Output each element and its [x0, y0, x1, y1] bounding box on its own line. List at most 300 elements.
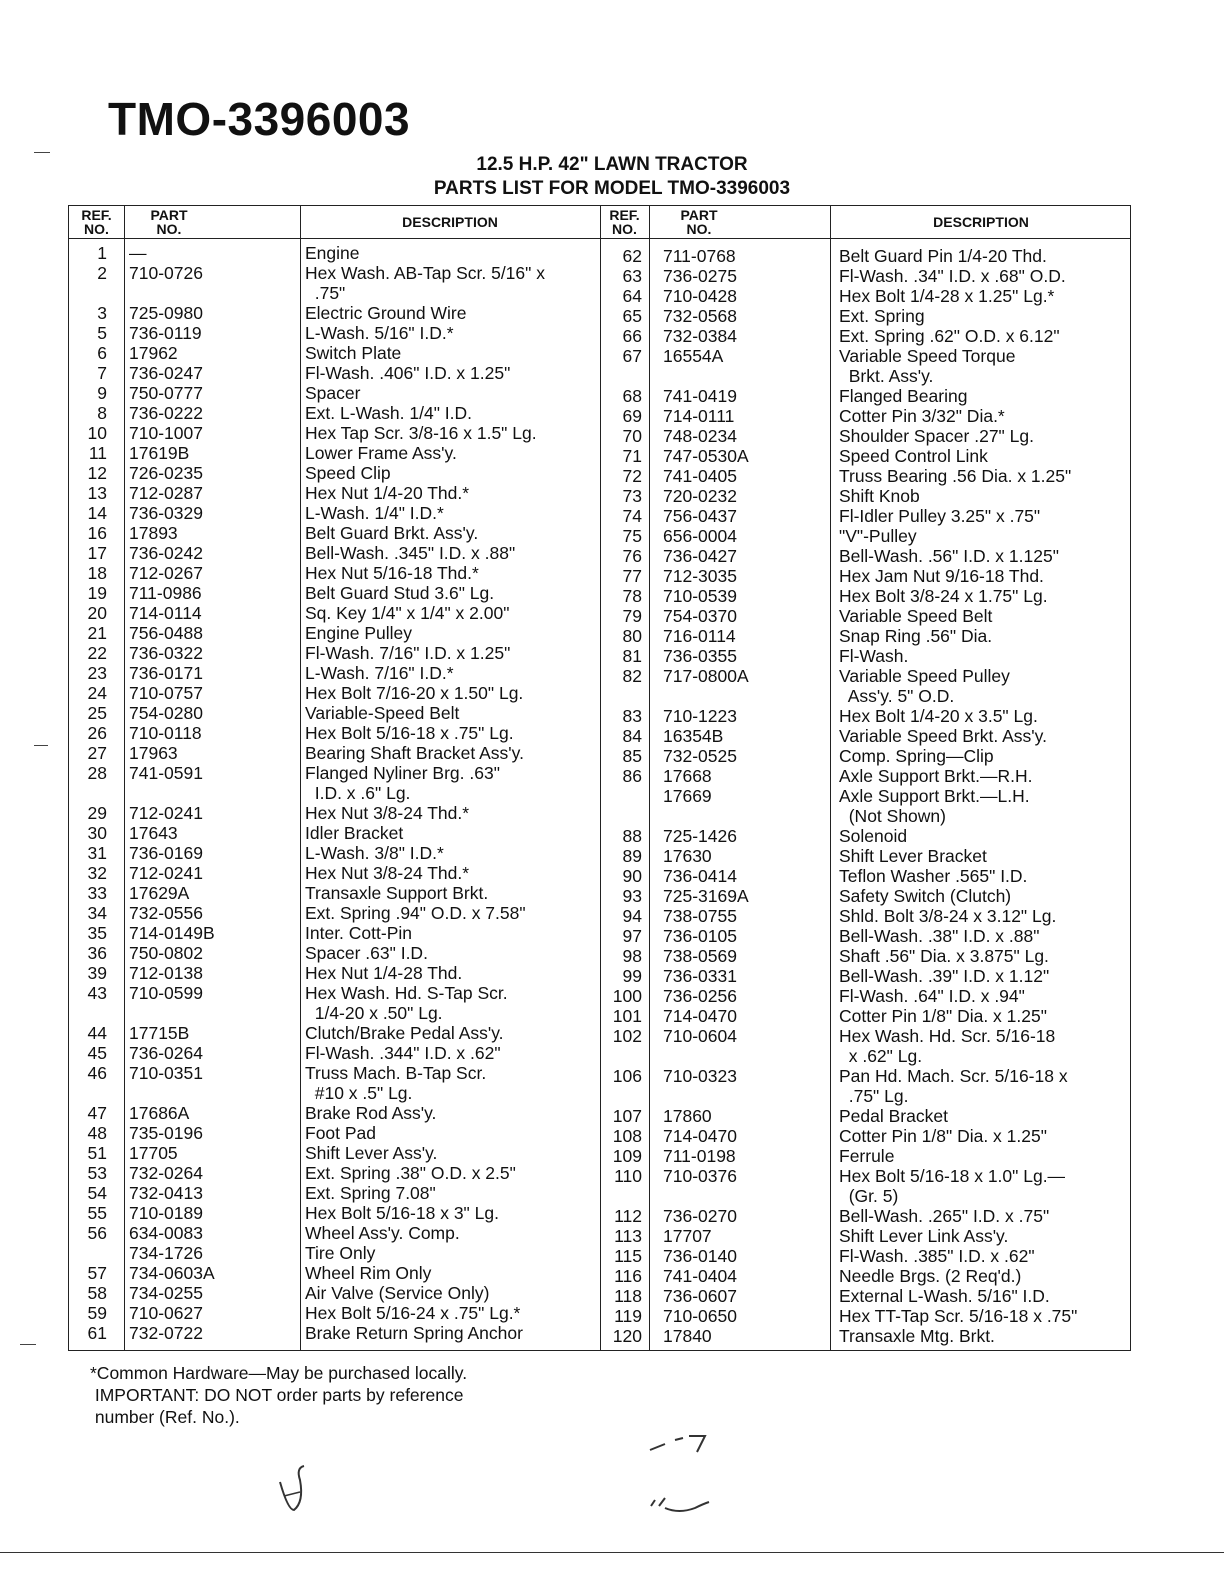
header-ref-right: REF. NO.	[609, 207, 640, 237]
ref-number: 76	[622, 546, 642, 566]
part-description: .75"	[305, 283, 346, 303]
part-description: Fl-Wash. .344" I.D. x .62"	[305, 1043, 501, 1063]
ref-number: 56	[87, 1223, 107, 1243]
part-description: Hex Tap Scr. 3/8-16 x 1.5" Lg.	[305, 423, 537, 443]
ref-number: 57	[87, 1263, 107, 1283]
ref-number: 98	[622, 946, 642, 966]
part-number: 736-0329	[129, 503, 203, 523]
part-number: 710-0726	[129, 263, 203, 283]
part-number: 717-0800A	[663, 666, 749, 686]
part-number: 734-0603A	[129, 1263, 215, 1283]
part-number: 17669	[663, 786, 712, 806]
ref-number: 65	[622, 306, 642, 326]
part-description: Bell-Wash. .265" I.D. x .75"	[839, 1206, 1050, 1226]
part-description: Hex Nut 3/8-24 Thd.*	[305, 803, 470, 823]
ref-number: 33	[87, 883, 107, 903]
handwritten-mark	[270, 1462, 320, 1522]
part-number: 710-0323	[663, 1066, 737, 1086]
part-number: 756-0437	[663, 506, 737, 526]
part-description: Foot Pad	[305, 1123, 377, 1143]
part-description: Snap Ring .56" Dia.	[839, 626, 993, 646]
part-description: Belt Guard Stud 3.6" Lg.	[305, 583, 495, 603]
part-number: 735-0196	[129, 1123, 203, 1143]
part-description: Engine	[305, 243, 360, 263]
part-description: Ext. Spring .38" O.D. x 2.5"	[305, 1163, 516, 1183]
ref-number: 72	[622, 466, 642, 486]
ref-number: 1	[97, 243, 107, 263]
ref-number: 24	[87, 683, 107, 703]
column-rule	[124, 206, 125, 1350]
header-description-left: DESCRIPTION	[402, 214, 498, 230]
part-description: Hex Jam Nut 9/16-18 Thd.	[839, 566, 1044, 586]
part-description: Axle Support Brkt.—L.H.	[839, 786, 1030, 806]
part-description: Hex Bolt 5/16-24 x .75" Lg.*	[305, 1303, 521, 1323]
part-number: 736-0222	[129, 403, 203, 423]
scan-mark	[20, 1344, 36, 1345]
ref-number: 84	[622, 726, 642, 746]
part-number: 16554A	[663, 346, 724, 366]
ref-number: 19	[87, 583, 107, 603]
part-number: 711-0768	[663, 246, 736, 266]
part-description: Inter. Cott-Pin	[305, 923, 412, 943]
part-number: 710-0351	[129, 1063, 203, 1083]
ref-number: 82	[622, 666, 642, 686]
ref-number: 12	[87, 463, 107, 483]
part-description: Ext. Spring .94" O.D. x 7.58"	[305, 903, 526, 923]
part-number: 710-0650	[663, 1306, 737, 1326]
part-number: 754-0280	[129, 703, 203, 723]
ref-number: 99	[622, 966, 642, 986]
ref-number: 83	[622, 706, 642, 726]
ref-number: 45	[87, 1043, 107, 1063]
ref-number: 109	[612, 1146, 642, 1166]
ref-number: 6	[97, 343, 107, 363]
part-number: 17619B	[129, 443, 190, 463]
part-description: Axle Support Brkt.—R.H.	[839, 766, 1033, 786]
header-part-left: PART NO.	[150, 207, 188, 237]
scan-mark	[34, 152, 50, 153]
part-description: .75" Lg.	[839, 1086, 909, 1106]
ref-number: 67	[622, 346, 642, 366]
part-description: Spacer .63" I.D.	[305, 943, 428, 963]
part-description: Fl-Wash. .34" I.D. x .68" O.D.	[839, 266, 1066, 286]
part-number: 16354B	[663, 726, 724, 746]
ref-number: 20	[87, 603, 107, 623]
part-number: 736-0140	[663, 1246, 737, 1266]
part-description: Switch Plate	[305, 343, 402, 363]
ref-number: 116	[614, 1266, 642, 1286]
part-description: Ferrule	[839, 1146, 895, 1166]
ref-number: 54	[87, 1183, 107, 1203]
part-description: (Gr. 5)	[839, 1186, 899, 1206]
part-description: Fl-Idler Pulley 3.25" x .75"	[839, 506, 1041, 526]
ref-number: 16	[87, 523, 107, 543]
part-number: 736-0607	[663, 1286, 737, 1306]
part-description: Variable Speed Belt	[839, 606, 993, 626]
part-number: 17840	[663, 1326, 712, 1346]
part-number: 712-0287	[129, 483, 203, 503]
part-description: x .62" Lg.	[839, 1046, 923, 1066]
ref-number: 9	[97, 383, 107, 403]
part-description: Variable Speed Pulley	[839, 666, 1010, 686]
part-description: Flanged Nyliner Brg. .63"	[305, 763, 500, 783]
ref-number: 48	[87, 1123, 107, 1143]
part-number: 756-0488	[129, 623, 203, 643]
ref-number: 100	[612, 986, 642, 1006]
ref-number: 93	[622, 886, 642, 906]
ref-number: 5	[97, 323, 107, 343]
part-number: 17629A	[129, 883, 190, 903]
part-description: Ext. Spring	[839, 306, 925, 326]
ref-number: 17	[87, 543, 107, 563]
ref-number: 28	[87, 763, 107, 783]
part-description: Hex Bolt 5/16-18 x 3" Lg.	[305, 1203, 499, 1223]
part-description: Ass'y. 5" O.D.	[839, 686, 955, 706]
part-description: Tire Only	[305, 1243, 376, 1263]
ref-number: 80	[622, 626, 642, 646]
part-description: Variable Speed Torque	[839, 346, 1016, 366]
subtitle-product: 12.5 H.P. 42" LAWN TRACTOR	[476, 154, 748, 175]
part-description: Spacer	[305, 383, 361, 403]
part-number: 712-0241	[129, 863, 203, 883]
part-number: 732-0413	[129, 1183, 203, 1203]
part-number: 710-1007	[129, 423, 203, 443]
ref-number: 85	[622, 746, 642, 766]
part-number: 656-0004	[663, 526, 737, 546]
ref-number: 66	[622, 326, 642, 346]
part-description: "V"-Pulley	[839, 526, 917, 546]
part-number: 734-1726	[129, 1243, 203, 1263]
part-number: 17643	[129, 823, 178, 843]
part-description: Fl-Wash. 7/16" I.D. x 1.25"	[305, 643, 511, 663]
part-number: 720-0232	[663, 486, 737, 506]
part-description: Fl-Wash.	[839, 646, 909, 666]
part-number: 17962	[129, 343, 178, 363]
ref-number: 39	[87, 963, 107, 983]
part-description: Electric Ground Wire	[305, 303, 467, 323]
part-number: 712-3035	[663, 566, 737, 586]
part-description: Brake Return Spring Anchor	[305, 1323, 523, 1343]
ref-number: 108	[612, 1126, 642, 1146]
part-description: Hex Nut 3/8-24 Thd.*	[305, 863, 470, 883]
ref-number: 106	[612, 1066, 642, 1086]
header-ref-left: REF. NO.	[81, 207, 112, 237]
part-number: 710-0428	[663, 286, 737, 306]
ref-number: 25	[87, 703, 107, 723]
part-number: 725-1426	[663, 826, 737, 846]
part-description: Speed Control Link	[839, 446, 988, 466]
part-description: Hex Bolt 5/16-18 x .75" Lg.	[305, 723, 514, 743]
part-description: Bell-Wash. .39" I.D. x 1.12"	[839, 966, 1050, 986]
part-description: Bell-Wash. .345" I.D. x .88"	[305, 543, 516, 563]
part-description: Transaxle Support Brkt.	[305, 883, 489, 903]
part-description: Fl-Wash. .64" I.D. x .94"	[839, 986, 1025, 1006]
handwritten-mark	[645, 1492, 715, 1522]
footnote-line: *Common Hardware—May be purchased locally.	[90, 1363, 468, 1383]
part-description: Ext. Spring .62" O.D. x 6.12"	[839, 326, 1060, 346]
subtitle-parts-list: PARTS LIST FOR MODEL TMO-3396003	[433, 178, 791, 199]
column-rule	[300, 206, 301, 1350]
part-description: (Not Shown)	[839, 806, 946, 826]
ref-number: 58	[87, 1283, 107, 1303]
part-description: Belt Guard Pin 1/4-20 Thd.	[839, 246, 1047, 266]
part-number: 747-0530A	[663, 446, 749, 466]
ref-number: 26	[87, 723, 107, 743]
part-description: Shift Lever Bracket	[839, 846, 987, 866]
part-number: 732-0556	[129, 903, 203, 923]
ref-number: 13	[87, 483, 107, 503]
part-description: Flanged Bearing	[839, 386, 968, 406]
part-description: Shld. Bolt 3/8-24 x 3.12" Lg.	[839, 906, 1057, 926]
header-rule	[69, 238, 1130, 239]
part-number: 736-0247	[129, 363, 203, 383]
part-description: Comp. Spring—Clip	[839, 746, 994, 766]
footnote	[90, 1362, 467, 1428]
part-number: 17705	[129, 1143, 178, 1163]
part-description: Truss Bearing .56 Dia. x 1.25"	[839, 466, 1072, 486]
part-description: Shift Lever Link Ass'y.	[839, 1226, 1009, 1246]
part-number: 712-0241	[129, 803, 203, 823]
part-description: Solenoid	[839, 826, 908, 846]
part-number: 17707	[663, 1226, 712, 1246]
ref-number: 62	[622, 246, 642, 266]
part-description: Hex Wash. Hd. Scr. 5/16-18	[839, 1026, 1056, 1046]
part-number: 710-0627	[129, 1303, 203, 1323]
part-description: Shaft .56" Dia. x 3.875" Lg.	[839, 946, 1049, 966]
part-description: 1/4-20 x .50" Lg.	[305, 1003, 443, 1023]
ref-number: 36	[87, 943, 107, 963]
part-number: 736-0355	[663, 646, 737, 666]
ref-number: 2	[97, 263, 107, 283]
header-part-right: PART NO.	[680, 207, 718, 237]
part-number: 738-0755	[663, 906, 737, 926]
part-number: 748-0234	[663, 426, 737, 446]
part-number: 714-0470	[663, 1126, 737, 1146]
part-number: 710-1223	[663, 706, 737, 726]
ref-number: 22	[87, 643, 107, 663]
ref-number: 89	[622, 846, 642, 866]
ref-number: 51	[87, 1143, 107, 1163]
part-description: Idler Bracket	[305, 823, 404, 843]
ref-number: 63	[622, 266, 642, 286]
part-description: Hex Nut 5/16-18 Thd.*	[305, 563, 479, 583]
part-description: Wheel Ass'y. Comp.	[305, 1223, 460, 1243]
part-description: Sq. Key 1/4" x 1/4" x 2.00"	[305, 603, 510, 623]
part-number: 750-0777	[129, 383, 203, 403]
ref-number: 86	[622, 766, 642, 786]
part-number: 754-0370	[663, 606, 737, 626]
part-description: Hex Nut 1/4-20 Thd.*	[305, 483, 470, 503]
part-description: Variable-Speed Belt	[305, 703, 460, 723]
part-number: 712-0267	[129, 563, 203, 583]
part-number: 736-0414	[663, 866, 737, 886]
part-number: 725-0980	[129, 303, 203, 323]
part-description: Belt Guard Brkt. Ass'y.	[305, 523, 479, 543]
part-description: Brkt. Ass'y.	[839, 366, 934, 386]
part-description: Fl-Wash. .406" I.D. x 1.25"	[305, 363, 511, 383]
ref-number: 88	[622, 826, 642, 846]
part-description: Hex TT-Tap Scr. 5/16-18 x .75"	[839, 1306, 1078, 1326]
ref-number: 31	[87, 843, 107, 863]
handwritten-mark	[645, 1430, 715, 1460]
ref-number: 81	[622, 646, 642, 666]
column-rule	[830, 206, 831, 1350]
ref-number: 10	[87, 423, 107, 443]
ref-number: 11	[88, 443, 107, 463]
ref-number: 74	[622, 506, 642, 526]
part-number: 634-0083	[129, 1223, 203, 1243]
part-description: Hex Bolt 5/16-18 x 1.0" Lg.—	[839, 1166, 1066, 1186]
ref-number: 119	[614, 1306, 642, 1326]
part-number: 738-0569	[663, 946, 737, 966]
part-number: 710-0604	[663, 1026, 737, 1046]
part-number: 736-0275	[663, 266, 737, 286]
part-number: 712-0138	[129, 963, 203, 983]
ref-number: 75	[622, 526, 642, 546]
part-number: 741-0419	[663, 386, 737, 406]
ref-number: 120	[612, 1326, 642, 1346]
part-number: 710-0189	[129, 1203, 203, 1223]
ref-number: 97	[622, 926, 642, 946]
part-description: Variable Speed Brkt. Ass'y.	[839, 726, 1047, 746]
ref-number: 118	[614, 1286, 642, 1306]
part-description: L-Wash. 1/4" I.D.*	[305, 503, 444, 523]
part-description: Cotter Pin 3/32" Dia.*	[839, 406, 1005, 426]
part-description: Pan Hd. Mach. Scr. 5/16-18 x	[839, 1066, 1068, 1086]
footnote-line: number (Ref. No.).	[90, 1407, 240, 1427]
part-number: 736-0242	[129, 543, 203, 563]
ref-number: 55	[87, 1203, 107, 1223]
part-number: 716-0114	[663, 626, 736, 646]
ref-number: 78	[622, 586, 642, 606]
part-description: Brake Rod Ass'y.	[305, 1103, 437, 1123]
ref-number: 113	[614, 1226, 642, 1246]
part-description: Ext. L-Wash. 1/4" I.D.	[305, 403, 473, 423]
parts-table	[68, 205, 1131, 1351]
part-number: 714-0111	[663, 406, 735, 426]
ref-number: 47	[87, 1103, 107, 1123]
header-description-right: DESCRIPTION	[933, 214, 1029, 230]
part-description: Cotter Pin 1/8" Dia. x 1.25"	[839, 1006, 1047, 1026]
part-description: Clutch/Brake Pedal Ass'y.	[305, 1023, 504, 1043]
ref-number: 112	[614, 1206, 642, 1226]
part-description: Needle Brgs. (2 Req'd.)	[839, 1266, 1022, 1286]
ref-number: 30	[87, 823, 107, 843]
ref-number: 21	[87, 623, 107, 643]
part-description: Ext. Spring 7.08"	[305, 1183, 436, 1203]
part-number: 736-0119	[129, 323, 202, 343]
part-number: 726-0235	[129, 463, 203, 483]
column-rule	[649, 206, 650, 1350]
ref-number: 68	[622, 386, 642, 406]
part-number: 17630	[663, 846, 712, 866]
part-description: Pedal Bracket	[839, 1106, 948, 1126]
part-number: 714-0114	[129, 603, 202, 623]
part-number: 732-0525	[663, 746, 737, 766]
part-number: 736-0427	[663, 546, 737, 566]
part-number: 17860	[663, 1106, 712, 1126]
ref-number: 53	[87, 1163, 107, 1183]
part-description: L-Wash. 7/16" I.D.*	[305, 663, 454, 683]
ref-number: 44	[87, 1023, 107, 1043]
part-description: Lower Frame Ass'y.	[305, 443, 457, 463]
ref-number: 77	[622, 566, 642, 586]
part-number: 710-0599	[129, 983, 203, 1003]
part-number: 736-0169	[129, 843, 203, 863]
part-number: 17893	[129, 523, 178, 543]
part-number: 732-0568	[663, 306, 737, 326]
part-number: 741-0404	[663, 1266, 737, 1286]
ref-number: 107	[612, 1106, 642, 1126]
ref-number: 23	[87, 663, 107, 683]
part-description: Hex Bolt 3/8-24 x 1.75" Lg.	[839, 586, 1048, 606]
part-number: 714-0149B	[129, 923, 215, 943]
part-number: 736-0264	[129, 1043, 203, 1063]
model-title: TMO-3396003	[108, 93, 411, 145]
part-description: Speed Clip	[305, 463, 391, 483]
ref-number: 32	[87, 863, 107, 883]
part-description: Bell-Wash. .38" I.D. x .88"	[839, 926, 1040, 946]
part-number: 741-0405	[663, 466, 737, 486]
part-description: Wheel Rim Only	[305, 1263, 432, 1283]
ref-number: 8	[97, 403, 107, 423]
ref-number: 90	[622, 866, 642, 886]
part-description: Hex Wash. AB-Tap Scr. 5/16" x	[305, 263, 545, 283]
part-number: —	[129, 243, 147, 263]
part-number: 736-0331	[663, 966, 737, 986]
ref-number: 3	[97, 303, 107, 323]
part-number: 741-0591	[129, 763, 203, 783]
part-number: 710-0757	[129, 683, 203, 703]
ref-number: 7	[97, 363, 107, 383]
part-number: 725-3169A	[663, 886, 749, 906]
part-number: 736-0256	[663, 986, 737, 1006]
ref-number: 14	[87, 503, 107, 523]
part-description: Shoulder Spacer .27" Lg.	[839, 426, 1034, 446]
scan-mark	[34, 745, 48, 746]
ref-number: 70	[622, 426, 642, 446]
ref-number: 27	[87, 743, 107, 763]
part-description: Cotter Pin 1/8" Dia. x 1.25"	[839, 1126, 1047, 1146]
ref-number: 69	[622, 406, 642, 426]
part-description: Fl-Wash. .385" I.D. x .62"	[839, 1246, 1035, 1266]
ref-number: 59	[87, 1303, 107, 1323]
part-number: 736-0171	[129, 663, 203, 683]
part-number: 732-0264	[129, 1163, 203, 1183]
ref-number: 94	[622, 906, 642, 926]
footnote-line: IMPORTANT: DO NOT order parts by reference	[90, 1385, 464, 1405]
part-description: Hex Wash. Hd. S-Tap Scr.	[305, 983, 508, 1003]
ref-number: 43	[87, 983, 107, 1003]
ref-number: 73	[622, 486, 642, 506]
part-number: 732-0722	[129, 1323, 203, 1343]
part-description: Safety Switch (Clutch)	[839, 886, 1012, 906]
part-description: Truss Mach. B-Tap Scr.	[305, 1063, 487, 1083]
part-number: 710-0376	[663, 1166, 737, 1186]
ref-number: 102	[612, 1026, 642, 1046]
ref-number: 46	[87, 1063, 107, 1083]
part-description: Hex Bolt 1/4-28 x 1.25" Lg.*	[839, 286, 1055, 306]
part-number: 17963	[129, 743, 178, 763]
part-number: 736-0105	[663, 926, 737, 946]
part-number: 711-0198	[663, 1146, 736, 1166]
part-number: 736-0322	[129, 643, 203, 663]
part-description: Hex Bolt 7/16-20 x 1.50" Lg.	[305, 683, 524, 703]
part-number: 17715B	[129, 1023, 190, 1043]
part-description: L-Wash. 5/16" I.D.*	[305, 323, 454, 343]
part-number: 17686A	[129, 1103, 190, 1123]
ref-number: 64	[622, 286, 642, 306]
